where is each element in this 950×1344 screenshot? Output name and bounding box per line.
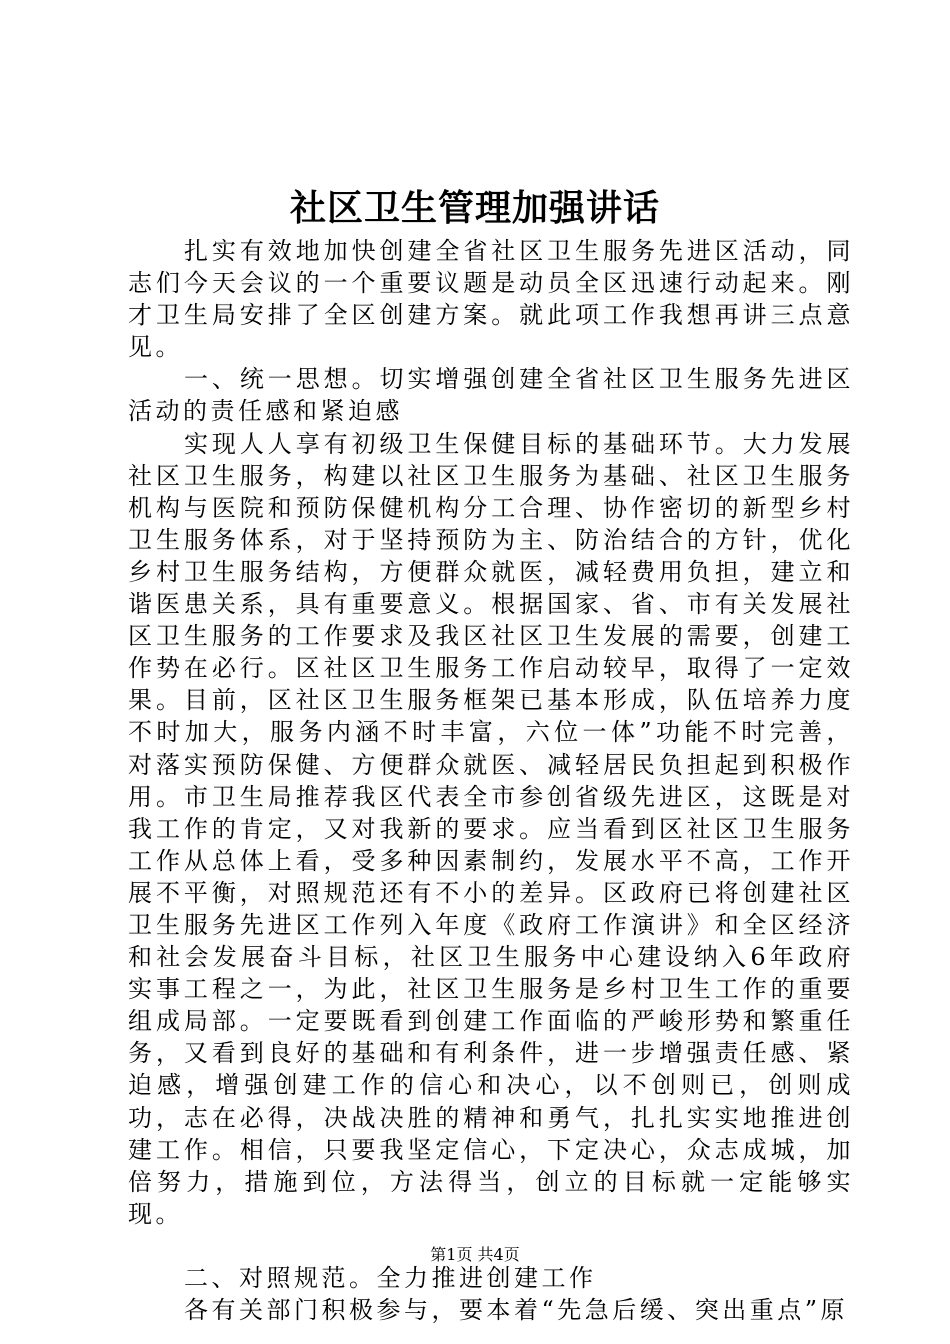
paragraph-section-2-body: 各有关部门积极参与，要本着“先急后缓、突出重点”原 (184, 1296, 849, 1324)
page-number-footer: 第1页 共4页 (430, 1245, 520, 1264)
document-body (128, 235, 854, 1326)
section-heading-2: 二、对照规范。全力推进创建工作 (184, 1263, 597, 1292)
section-heading-1: 一、统一思想。切实增强创建全省社区卫生服务先进区活动的责任感和紧迫感 (128, 365, 854, 426)
paragraph-section-1-body: 实现人人享有初级卫生保健目标的基础环节。大力发展社区卫生服务，构建以社区卫生服务为基础、社区卫生服务机构与医院和预防保健机构分工合理、协作密切的新型乡村卫生服务体系，对于坚持预防为主、防治结合的方针，优化乡村卫生服务结构，方便群众就医，减轻费用负担，建立和谐医患关系，具有重要意义。根据国家、省、市有关发展社区卫生服务的工作要求及我区社区卫生发展的需要，创建工作势在必行。区社区卫生服务工作启动较早，取得了一定效果。目前，区社区卫生服务框架已基本形成，队伍培养力度不时加大，服务内涵不时丰富，六位一体”功能不时完善，对落实预防保健、方便群众就医、减轻居民负担起到积极作用。市卫生局推荐我区代表全市参创省级先进区，这既是对我工作的肯定，又对我新的要求。应当看到区社区卫生服务工作从总体上看，受多种因素制约，发展水平不高，工作开展不平衡，对照规范还有不小的差异。区政府已将创建社区卫生服务先进区工作列入年度《政府工作演讲》和全区经济和社会发展奋斗目标，社区卫生服务中心建设纳入6年政府实事工程之一，为此，社区卫生服务是乡村卫生工作的重要组成局部。一定要既看到创建工作面临的严峻形势和繁重任务，又看到良好的基础和有利条件，进一步增强责任感、紧迫感，增强创建工作的信心和决心，以不创则已，创则成功，志在必得，决战决胜的精神和勇气，扎扎实实地推进创建工作。相信，只要我坚定信心，下定决心，众志成城，加倍努力，措施到位，方法得当，创立的目标就一定能够实现。 (128, 429, 854, 1228)
document-title: 社区卫生管理加强讲话 (289, 187, 660, 229)
paragraph-intro: 扎实有效地加快创建全省社区卫生服务先进区活动，同志们今天会议的一个重要议题是动员全区迅速行动起来。刚才卫生局安排了全区创建方案。就此项工作我想再讲三点意见。 (128, 237, 854, 362)
